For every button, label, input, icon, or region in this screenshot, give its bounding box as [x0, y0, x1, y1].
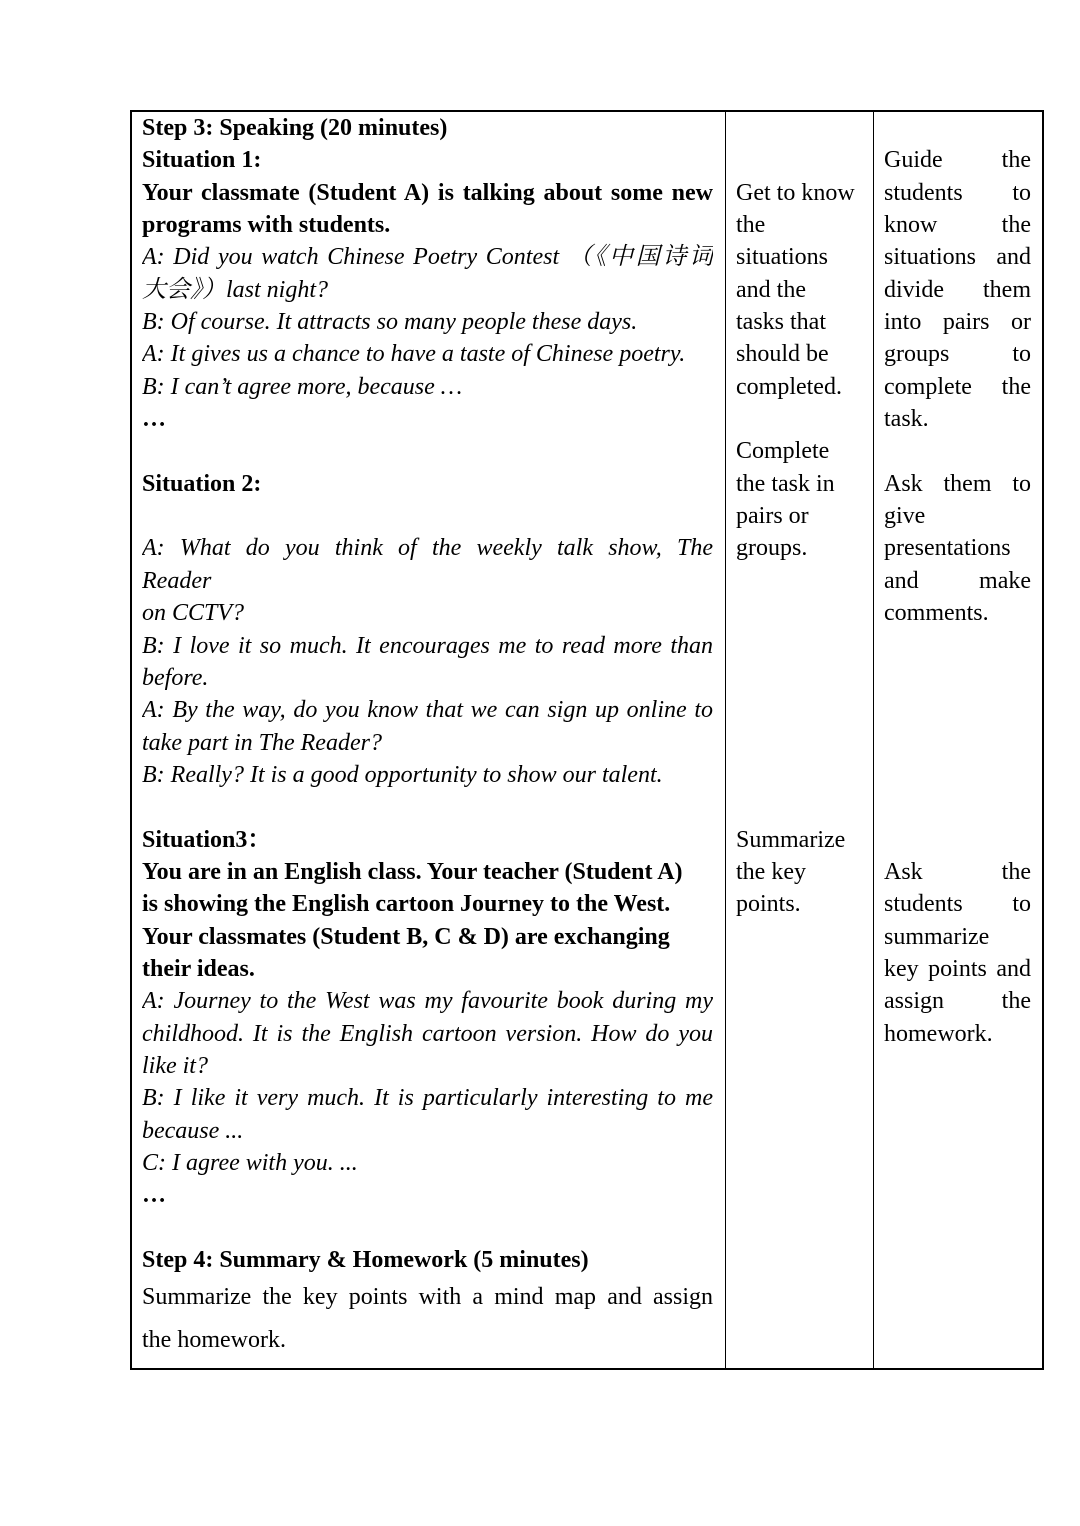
student-activity-line: situations [736, 244, 829, 271]
dialogue-line: A: Journey to the West was my favourite book during my [142, 988, 713, 1015]
student-activities-column [736, 112, 864, 921]
situation-context-line: is showing the English cartoon Journey to the West. [142, 891, 671, 918]
dialogue-line: before. [142, 664, 209, 691]
teacher-activity-line: divide them [884, 276, 1031, 303]
student-activity-line: the [736, 212, 766, 239]
column-divider [725, 112, 726, 1368]
teacher-activity-line: groups to [884, 341, 1031, 368]
lesson-plan-table [130, 110, 1044, 1370]
column-divider [873, 112, 874, 1368]
student-activity-line: groups. [736, 535, 808, 562]
step4-text-line: the homework. [142, 1327, 286, 1354]
teacher-activities-column [884, 112, 1031, 1050]
teacher-activity-line: situations and [884, 244, 1031, 271]
student-activity-line: points. [736, 891, 801, 918]
student-activity-line: Summarize [736, 826, 846, 853]
dialogue-line: A: Did you watch Chinese Poetry Contest （《中国诗词 [142, 244, 713, 271]
activities-column [142, 112, 713, 1362]
teacher-activity-line: task. [884, 406, 929, 433]
student-activity-line: pairs or [736, 503, 809, 530]
dialogue-line: B: Really? It is a good opportunity to show our talent. [142, 761, 663, 788]
step3-heading: Step 3: Speaking (20 minutes) [142, 115, 448, 141]
teacher-activity-line: Ask the [884, 858, 1031, 885]
situation-context-line: Your classmates (Student B, C & D) are exchanging [142, 923, 670, 950]
teacher-activity-line: give [884, 503, 926, 530]
student-activity-line: the task in [736, 470, 835, 497]
situation-context-line: their ideas. [142, 955, 255, 982]
teacher-activity-line: students to [884, 179, 1031, 206]
student-activity-line: Get to know [736, 179, 855, 206]
teacher-activity-line: summarize [884, 923, 990, 950]
situation-context-line: programs with students. [142, 212, 391, 239]
dialogue-line: A: It gives us a chance to have a taste of Chinese poetry. [142, 341, 686, 368]
dialogue-line: because ... [142, 1117, 244, 1144]
ellipsis: … [142, 406, 166, 433]
situation2-heading: Situation 2: [142, 470, 262, 497]
student-activity-line: completed. [736, 373, 842, 400]
teacher-activity-line: key points and [884, 955, 1031, 982]
teacher-activity-line: Ask them to [884, 470, 1031, 497]
teacher-activity-line: assign the [884, 988, 1031, 1015]
step4-text-line: Summarize the key points with a mind map and assign [142, 1284, 713, 1311]
step4-heading: Step 4: Summary & Homework (5 minutes) [142, 1247, 589, 1274]
situation-context-line: Your classmate (Student A) is talking about some new [142, 179, 713, 206]
student-activity-line: tasks that [736, 309, 826, 336]
dialogue-line: take part in The Reader? [142, 729, 382, 756]
ellipsis: … [142, 1182, 166, 1209]
dialogue-line: like it? [142, 1052, 208, 1079]
student-activity-line: the key [736, 858, 806, 885]
dialogue-line: Reader [142, 567, 212, 594]
dialogue-line: B: I like it very much. It is particularly interesting to me [142, 1085, 713, 1112]
teacher-activity-line: students to [884, 891, 1031, 918]
dialogue-line: 大会》）last night? [142, 276, 329, 303]
teacher-activity-line: homework. [884, 1020, 993, 1047]
student-activity-line: should be [736, 341, 829, 368]
dialogue-line: A: By the way, do you know that we can sign up online to [142, 697, 713, 724]
teacher-activity-line: into pairs or [884, 309, 1031, 336]
student-activity-line: Complete [736, 438, 830, 465]
dialogue-line: C: I agree with you. ... [142, 1150, 358, 1176]
teacher-activity-line: Guide the [884, 147, 1031, 174]
dialogue-line: B: I can’t agree more, because … [142, 373, 463, 400]
dialogue-line: B: I love it so much. It encourages me to read more than [142, 632, 713, 659]
dialogue-line: on CCTV? [142, 600, 245, 627]
dialogue-line: A: What do you think of the weekly talk show, The [142, 535, 713, 562]
student-activity-line: and the [736, 276, 806, 303]
situation3-heading: Situation3： [142, 826, 272, 853]
teacher-activity-line: comments. [884, 600, 989, 627]
situation1-heading: Situation 1: [142, 147, 262, 174]
teacher-activity-line: presentations [884, 535, 1011, 562]
dialogue-line: B: Of course. It attracts so many people these days. [142, 309, 638, 336]
situation-context-line: You are in an English class. Your teacher (Student A) [142, 858, 683, 885]
teacher-activity-line: and make [884, 567, 1031, 594]
dialogue-line: childhood. It is the English cartoon version. How do you [142, 1020, 713, 1047]
teacher-activity-line: complete the [884, 373, 1031, 400]
teacher-activity-line: know the [884, 212, 1031, 239]
